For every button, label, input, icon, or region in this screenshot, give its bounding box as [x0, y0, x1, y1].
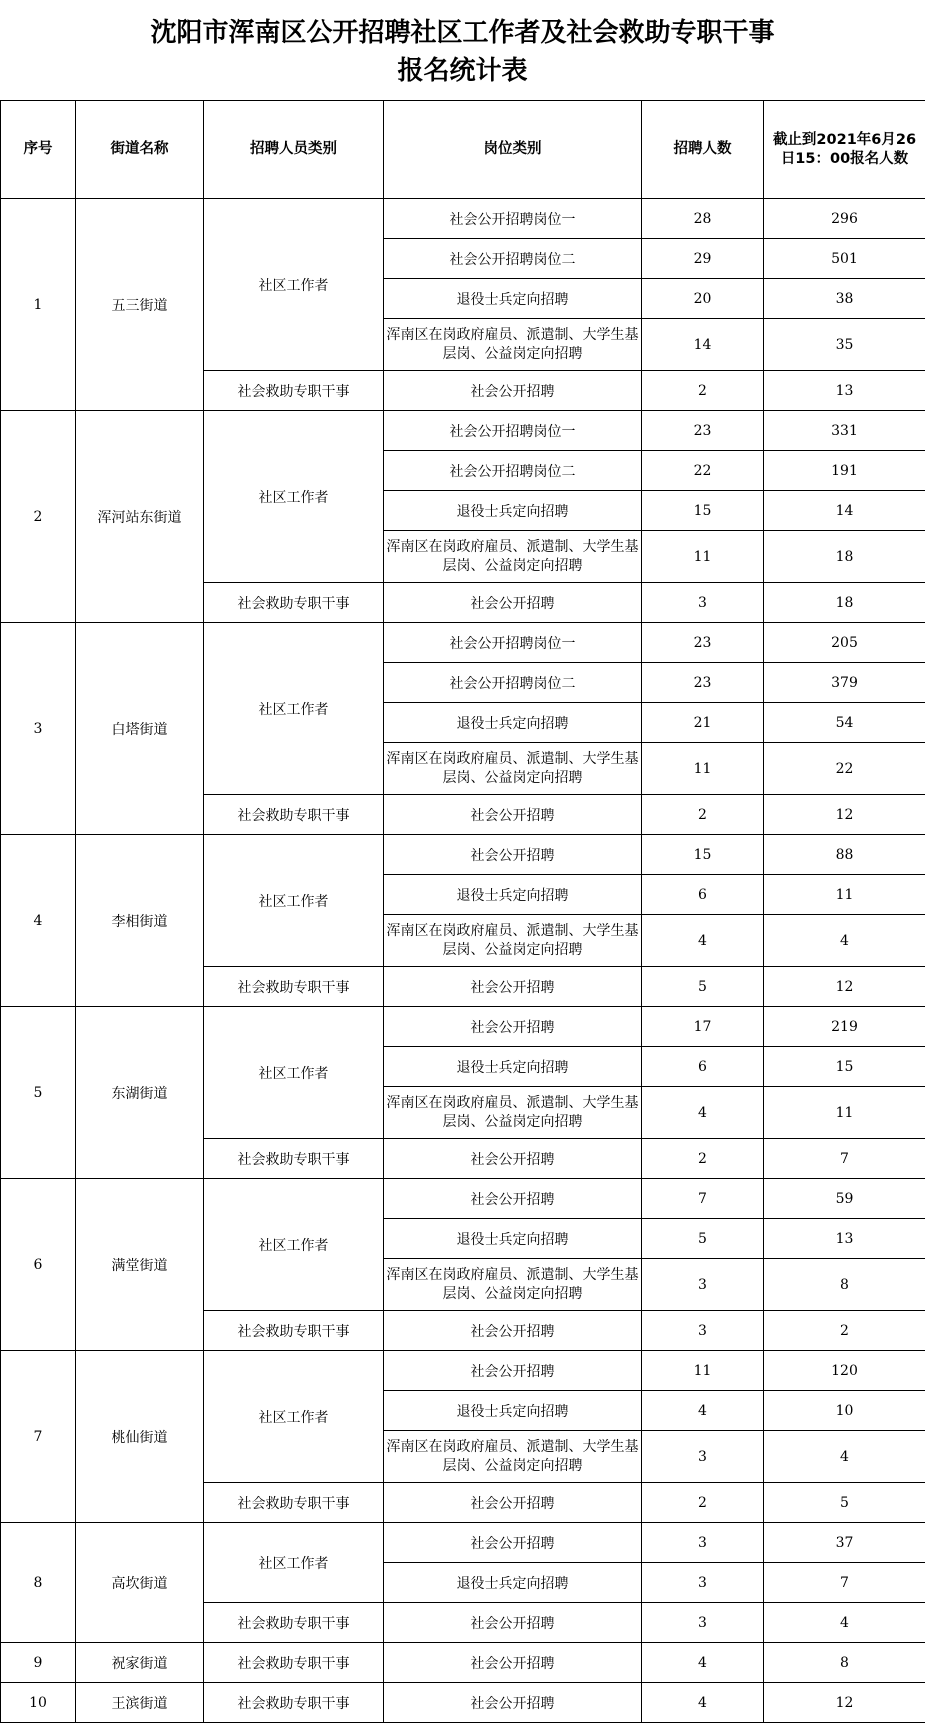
title-line-2: 报名统计表	[397, 56, 528, 86]
category-cell: 社会救助专职干事	[204, 1643, 384, 1683]
applicants-cell: 120	[764, 1351, 925, 1391]
applicants-cell: 13	[764, 371, 925, 411]
table-row	[1, 1683, 925, 1723]
post-cell: 退役士兵定向招聘	[384, 1219, 642, 1259]
quota-cell: 2	[642, 1139, 764, 1179]
street-cell: 白塔街道	[76, 623, 204, 835]
applicants-cell: 37	[764, 1523, 925, 1563]
post-cell: 退役士兵定向招聘	[384, 1563, 642, 1603]
post-cell: 社会公开招聘	[384, 1007, 642, 1047]
applicants-cell: 205	[764, 623, 925, 663]
applicants-cell: 12	[764, 967, 925, 1007]
post-cell: 退役士兵定向招聘	[384, 279, 642, 319]
post-cell: 社会公开招聘	[384, 1523, 642, 1563]
applicants-cell: 54	[764, 703, 925, 743]
post-cell: 社会公开招聘岗位一	[384, 411, 642, 451]
post-cell: 社会公开招聘	[384, 583, 642, 623]
applicants-cell: 11	[764, 1087, 925, 1139]
header-category: 招聘人员类别	[204, 101, 384, 199]
category-cell: 社会救助专职干事	[204, 1683, 384, 1723]
street-cell: 东湖街道	[76, 1007, 204, 1179]
applicants-cell: 88	[764, 835, 925, 875]
category-cell: 社区工作者	[204, 1523, 384, 1603]
applicants-cell: 13	[764, 1219, 925, 1259]
quota-cell: 11	[642, 743, 764, 795]
seq-cell: 8	[1, 1523, 76, 1643]
post-cell: 退役士兵定向招聘	[384, 875, 642, 915]
category-cell: 社会救助专职干事	[204, 371, 384, 411]
quota-cell: 21	[642, 703, 764, 743]
header-applicants: 截止到2021年6月26日15：00报名人数	[764, 101, 925, 199]
post-cell: 退役士兵定向招聘	[384, 1391, 642, 1431]
applicants-cell: 4	[764, 1603, 925, 1643]
category-cell: 社区工作者	[204, 1179, 384, 1311]
quota-cell: 4	[642, 1683, 764, 1723]
quota-cell: 3	[642, 583, 764, 623]
applicants-cell: 219	[764, 1007, 925, 1047]
street-cell: 满堂街道	[76, 1179, 204, 1351]
table-row	[1, 1179, 925, 1219]
post-cell: 退役士兵定向招聘	[384, 1047, 642, 1087]
quota-cell: 15	[642, 491, 764, 531]
quota-cell: 3	[642, 1431, 764, 1483]
post-cell: 社会公开招聘岗位一	[384, 199, 642, 239]
applicants-cell: 7	[764, 1563, 925, 1603]
applicants-cell: 59	[764, 1179, 925, 1219]
header-seq: 序号	[1, 101, 76, 199]
applicants-cell: 10	[764, 1391, 925, 1431]
seq-cell: 10	[1, 1683, 76, 1723]
post-cell: 社会公开招聘	[384, 795, 642, 835]
table-row	[1, 1007, 925, 1047]
applicants-cell: 501	[764, 239, 925, 279]
quota-cell: 15	[642, 835, 764, 875]
applicants-cell: 35	[764, 319, 925, 371]
applicants-cell: 296	[764, 199, 925, 239]
applicants-cell: 14	[764, 491, 925, 531]
seq-cell: 4	[1, 835, 76, 1007]
category-cell: 社区工作者	[204, 835, 384, 967]
street-cell: 祝家街道	[76, 1643, 204, 1683]
applicants-cell: 8	[764, 1259, 925, 1311]
applicants-cell: 5	[764, 1483, 925, 1523]
table-row	[1, 1523, 925, 1563]
post-cell: 浑南区在岗政府雇员、派遣制、大学生基层岗、公益岗定向招聘	[384, 1431, 642, 1483]
quota-cell: 29	[642, 239, 764, 279]
post-cell: 浑南区在岗政府雇员、派遣制、大学生基层岗、公益岗定向招聘	[384, 319, 642, 371]
applicants-cell: 18	[764, 531, 925, 583]
category-cell: 社会救助专职干事	[204, 1139, 384, 1179]
applicants-cell: 2	[764, 1311, 925, 1351]
post-cell: 社会公开招聘	[384, 1351, 642, 1391]
post-cell: 浑南区在岗政府雇员、派遣制、大学生基层岗、公益岗定向招聘	[384, 1087, 642, 1139]
quota-cell: 6	[642, 875, 764, 915]
post-cell: 浑南区在岗政府雇员、派遣制、大学生基层岗、公益岗定向招聘	[384, 743, 642, 795]
seq-cell: 5	[1, 1007, 76, 1179]
post-cell: 浑南区在岗政府雇员、派遣制、大学生基层岗、公益岗定向招聘	[384, 1259, 642, 1311]
applicants-cell: 15	[764, 1047, 925, 1087]
post-cell: 社会公开招聘	[384, 371, 642, 411]
post-cell: 社会公开招聘	[384, 1683, 642, 1723]
category-cell: 社会救助专职干事	[204, 795, 384, 835]
post-cell: 社会公开招聘岗位二	[384, 239, 642, 279]
applicants-cell: 22	[764, 743, 925, 795]
quota-cell: 3	[642, 1523, 764, 1563]
street-cell: 高坎街道	[76, 1523, 204, 1643]
post-cell: 社会公开招聘	[384, 1311, 642, 1351]
category-cell: 社会救助专职干事	[204, 1311, 384, 1351]
quota-cell: 23	[642, 623, 764, 663]
post-cell: 浑南区在岗政府雇员、派遣制、大学生基层岗、公益岗定向招聘	[384, 531, 642, 583]
quota-cell: 3	[642, 1259, 764, 1311]
applicants-cell: 379	[764, 663, 925, 703]
post-cell: 社会公开招聘	[384, 1139, 642, 1179]
quota-cell: 17	[642, 1007, 764, 1047]
post-cell: 社会公开招聘岗位一	[384, 623, 642, 663]
applicants-cell: 7	[764, 1139, 925, 1179]
post-cell: 社会公开招聘岗位二	[384, 663, 642, 703]
street-cell: 浑河站东街道	[76, 411, 204, 623]
applicants-cell: 38	[764, 279, 925, 319]
quota-cell: 4	[642, 1643, 764, 1683]
quota-cell: 11	[642, 531, 764, 583]
category-cell: 社区工作者	[204, 199, 384, 371]
quota-cell: 3	[642, 1311, 764, 1351]
quota-cell: 28	[642, 199, 764, 239]
quota-cell: 14	[642, 319, 764, 371]
street-cell: 桃仙街道	[76, 1351, 204, 1523]
quota-cell: 3	[642, 1563, 764, 1603]
statistics-table	[0, 100, 925, 1723]
quota-cell: 23	[642, 411, 764, 451]
applicants-cell: 18	[764, 583, 925, 623]
seq-cell: 6	[1, 1179, 76, 1351]
table-row	[1, 199, 925, 239]
table-row	[1, 411, 925, 451]
seq-cell: 9	[1, 1643, 76, 1683]
post-cell: 退役士兵定向招聘	[384, 703, 642, 743]
quota-cell: 22	[642, 451, 764, 491]
post-cell: 退役士兵定向招聘	[384, 491, 642, 531]
post-cell: 社会公开招聘	[384, 1179, 642, 1219]
category-cell: 社会救助专职干事	[204, 967, 384, 1007]
applicants-cell: 12	[764, 1683, 925, 1723]
seq-cell: 1	[1, 199, 76, 411]
quota-cell: 2	[642, 795, 764, 835]
table-row	[1, 835, 925, 875]
quota-cell: 20	[642, 279, 764, 319]
category-cell: 社区工作者	[204, 1007, 384, 1139]
seq-cell: 3	[1, 623, 76, 835]
header-post: 岗位类别	[384, 101, 642, 199]
applicants-cell: 4	[764, 1431, 925, 1483]
applicants-cell: 4	[764, 915, 925, 967]
category-cell: 社区工作者	[204, 411, 384, 583]
document-title	[0, 0, 925, 100]
post-cell: 社会公开招聘	[384, 835, 642, 875]
applicants-cell: 11	[764, 875, 925, 915]
applicants-cell: 12	[764, 795, 925, 835]
table-row	[1, 623, 925, 663]
header-quota: 招聘人数	[642, 101, 764, 199]
seq-cell: 7	[1, 1351, 76, 1523]
post-cell: 浑南区在岗政府雇员、派遣制、大学生基层岗、公益岗定向招聘	[384, 915, 642, 967]
quota-cell: 6	[642, 1047, 764, 1087]
quota-cell: 4	[642, 1087, 764, 1139]
post-cell: 社会公开招聘	[384, 967, 642, 1007]
quota-cell: 23	[642, 663, 764, 703]
category-cell: 社会救助专职干事	[204, 583, 384, 623]
header-row	[1, 101, 925, 199]
quota-cell: 3	[642, 1603, 764, 1643]
quota-cell: 11	[642, 1351, 764, 1391]
post-cell: 社会公开招聘岗位二	[384, 451, 642, 491]
category-cell: 社区工作者	[204, 623, 384, 795]
quota-cell: 2	[642, 371, 764, 411]
quota-cell: 4	[642, 1391, 764, 1431]
category-cell: 社会救助专职干事	[204, 1603, 384, 1643]
post-cell: 社会公开招聘	[384, 1483, 642, 1523]
quota-cell: 5	[642, 1219, 764, 1259]
post-cell: 社会公开招聘	[384, 1603, 642, 1643]
post-cell: 社会公开招聘	[384, 1643, 642, 1683]
quota-cell: 7	[642, 1179, 764, 1219]
applicants-cell: 331	[764, 411, 925, 451]
header-street: 街道名称	[76, 101, 204, 199]
street-cell: 王滨街道	[76, 1683, 204, 1723]
table-row	[1, 1643, 925, 1683]
quota-cell: 5	[642, 967, 764, 1007]
table-row	[1, 1351, 925, 1391]
title-line-1: 沈阳市浑南区公开招聘社区工作者及社会救助专职干事	[150, 18, 775, 48]
category-cell: 社会救助专职干事	[204, 1483, 384, 1523]
quota-cell: 2	[642, 1483, 764, 1523]
street-cell: 李相街道	[76, 835, 204, 1007]
seq-cell: 2	[1, 411, 76, 623]
category-cell: 社区工作者	[204, 1351, 384, 1483]
street-cell: 五三街道	[76, 199, 204, 411]
applicants-cell: 191	[764, 451, 925, 491]
quota-cell: 4	[642, 915, 764, 967]
applicants-cell: 8	[764, 1643, 925, 1683]
